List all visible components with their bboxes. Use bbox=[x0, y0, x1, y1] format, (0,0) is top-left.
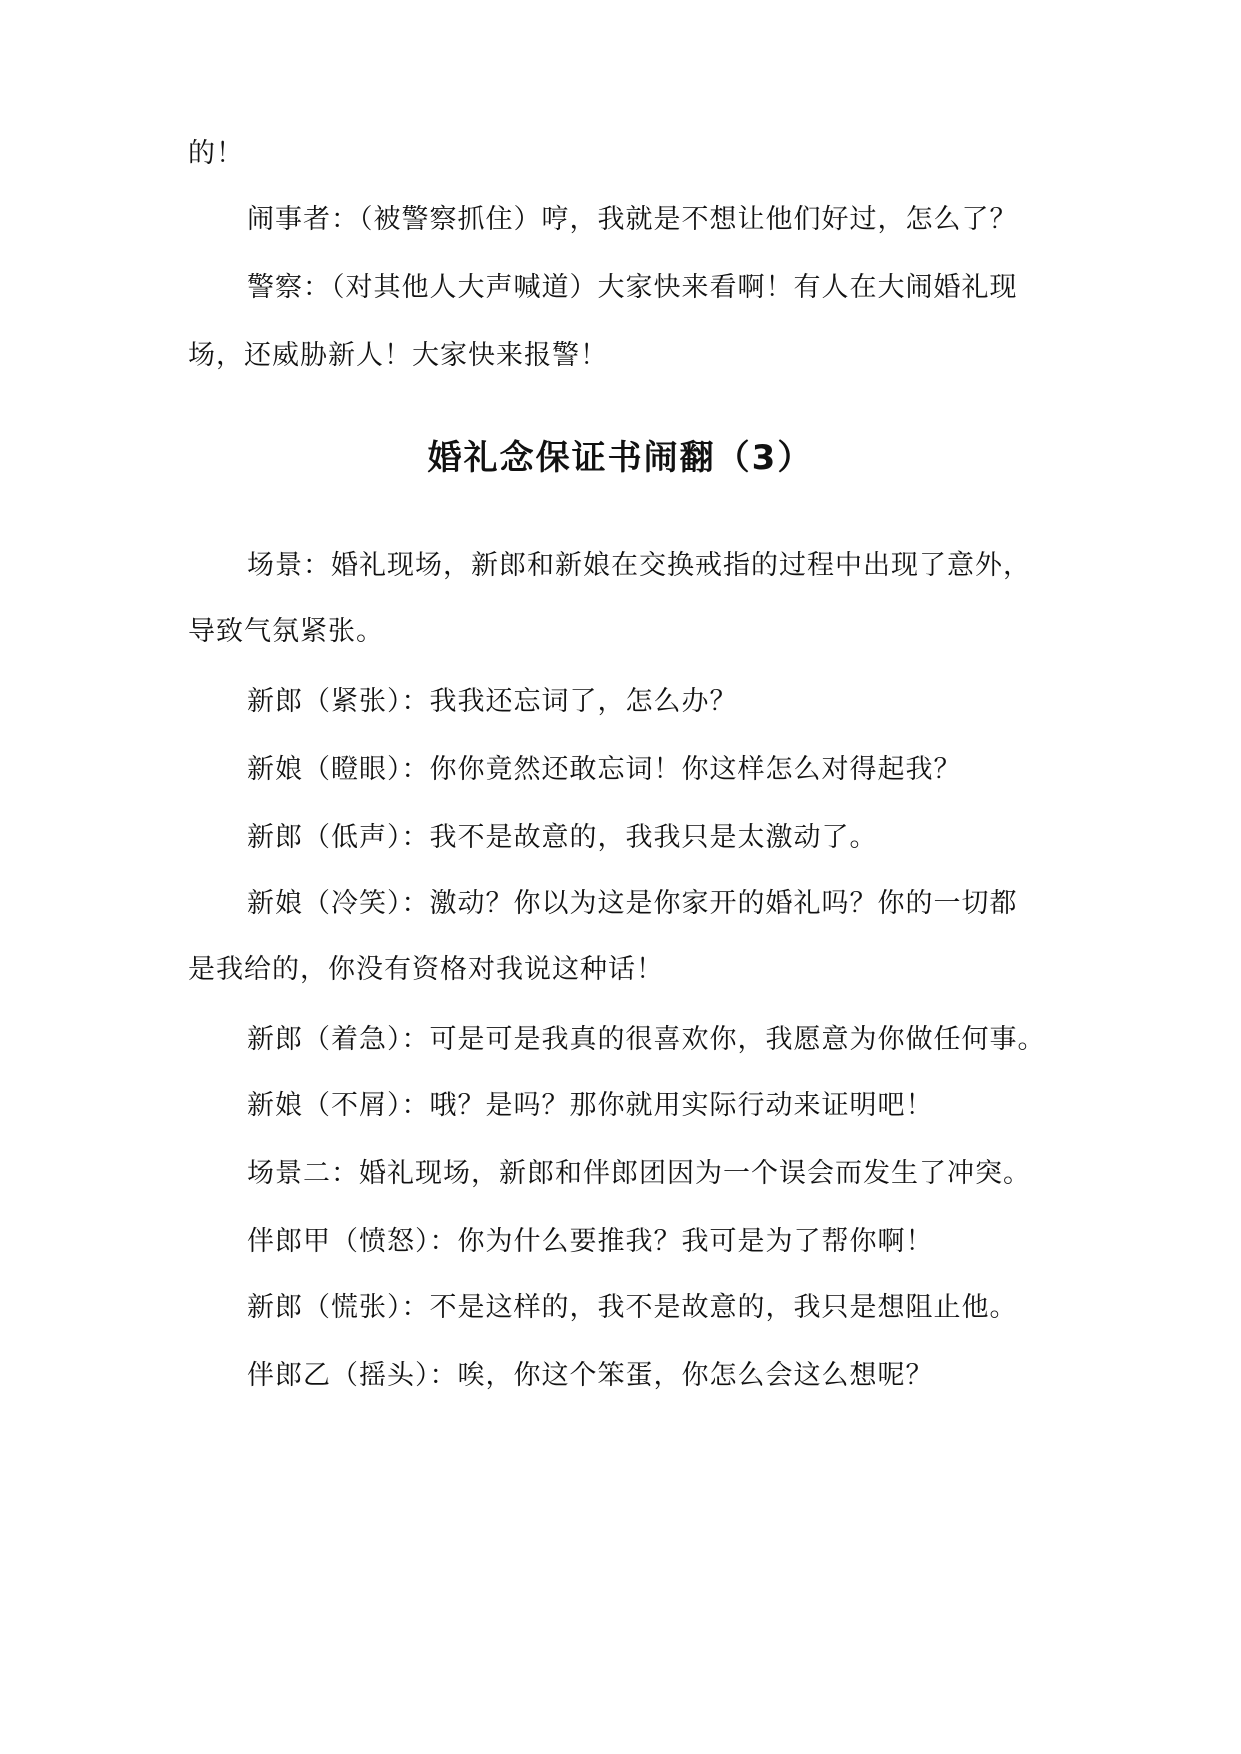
dialogue-line: 新娘（不屑）：哦？是吗？那你就用实际行动来证明吧！ bbox=[247, 1090, 934, 1121]
dialogue-line-continuation: 场，还威胁新人！大家快来报警！ bbox=[188, 340, 608, 371]
scene-description: 场景二：婚礼现场，新郎和伴郎团因为一个误会而发生了冲突。 bbox=[247, 1158, 1031, 1189]
dialogue-line: 闹事者：（被警察抓住）哼，我就是不想让他们好过，怎么了？ bbox=[247, 204, 1018, 235]
section-title: 婚礼念保证书闹翻（3） bbox=[427, 438, 814, 478]
dialogue-line-continuation: 是我给的，你没有资格对我说这种话！ bbox=[188, 954, 664, 985]
dialogue-line: 警察：（对其他人大声喊道）大家快来看啊！有人在大闹婚礼现 bbox=[247, 272, 1018, 303]
scene-description: 场景：婚礼现场，新郎和新娘在交换戒指的过程中出现了意外， bbox=[247, 550, 1031, 581]
dialogue-line: 新娘（冷笑）：激动？你以为这是你家开的婚礼吗？你的一切都 bbox=[247, 888, 1018, 919]
dialogue-line: 伴郎乙（摇头）：唉，你这个笨蛋，你怎么会这么想呢？ bbox=[247, 1360, 934, 1391]
dialogue-line: 新娘（瞪眼）：你你竟然还敢忘词！你这样怎么对得起我？ bbox=[247, 754, 962, 785]
dialogue-line: 新郎（紧张）：我我还忘词了，怎么办？ bbox=[247, 686, 738, 717]
dialogue-line: 新郎（慌张）：不是这样的，我不是故意的，我只是想阻止他。 bbox=[247, 1292, 1018, 1323]
dialogue-line: 伴郎甲（愤怒）：你为什么要推我？我可是为了帮你啊！ bbox=[247, 1226, 934, 1257]
scene-description-continuation: 导致气氛紧张。 bbox=[188, 616, 384, 647]
text-line-continuation: 的！ bbox=[188, 138, 244, 169]
dialogue-line: 新郎（着急）：可是可是我真的很喜欢你，我愿意为你做任何事。 bbox=[247, 1024, 1046, 1055]
dialogue-line: 新郎（低声）：我不是故意的，我我只是太激动了。 bbox=[247, 822, 878, 853]
